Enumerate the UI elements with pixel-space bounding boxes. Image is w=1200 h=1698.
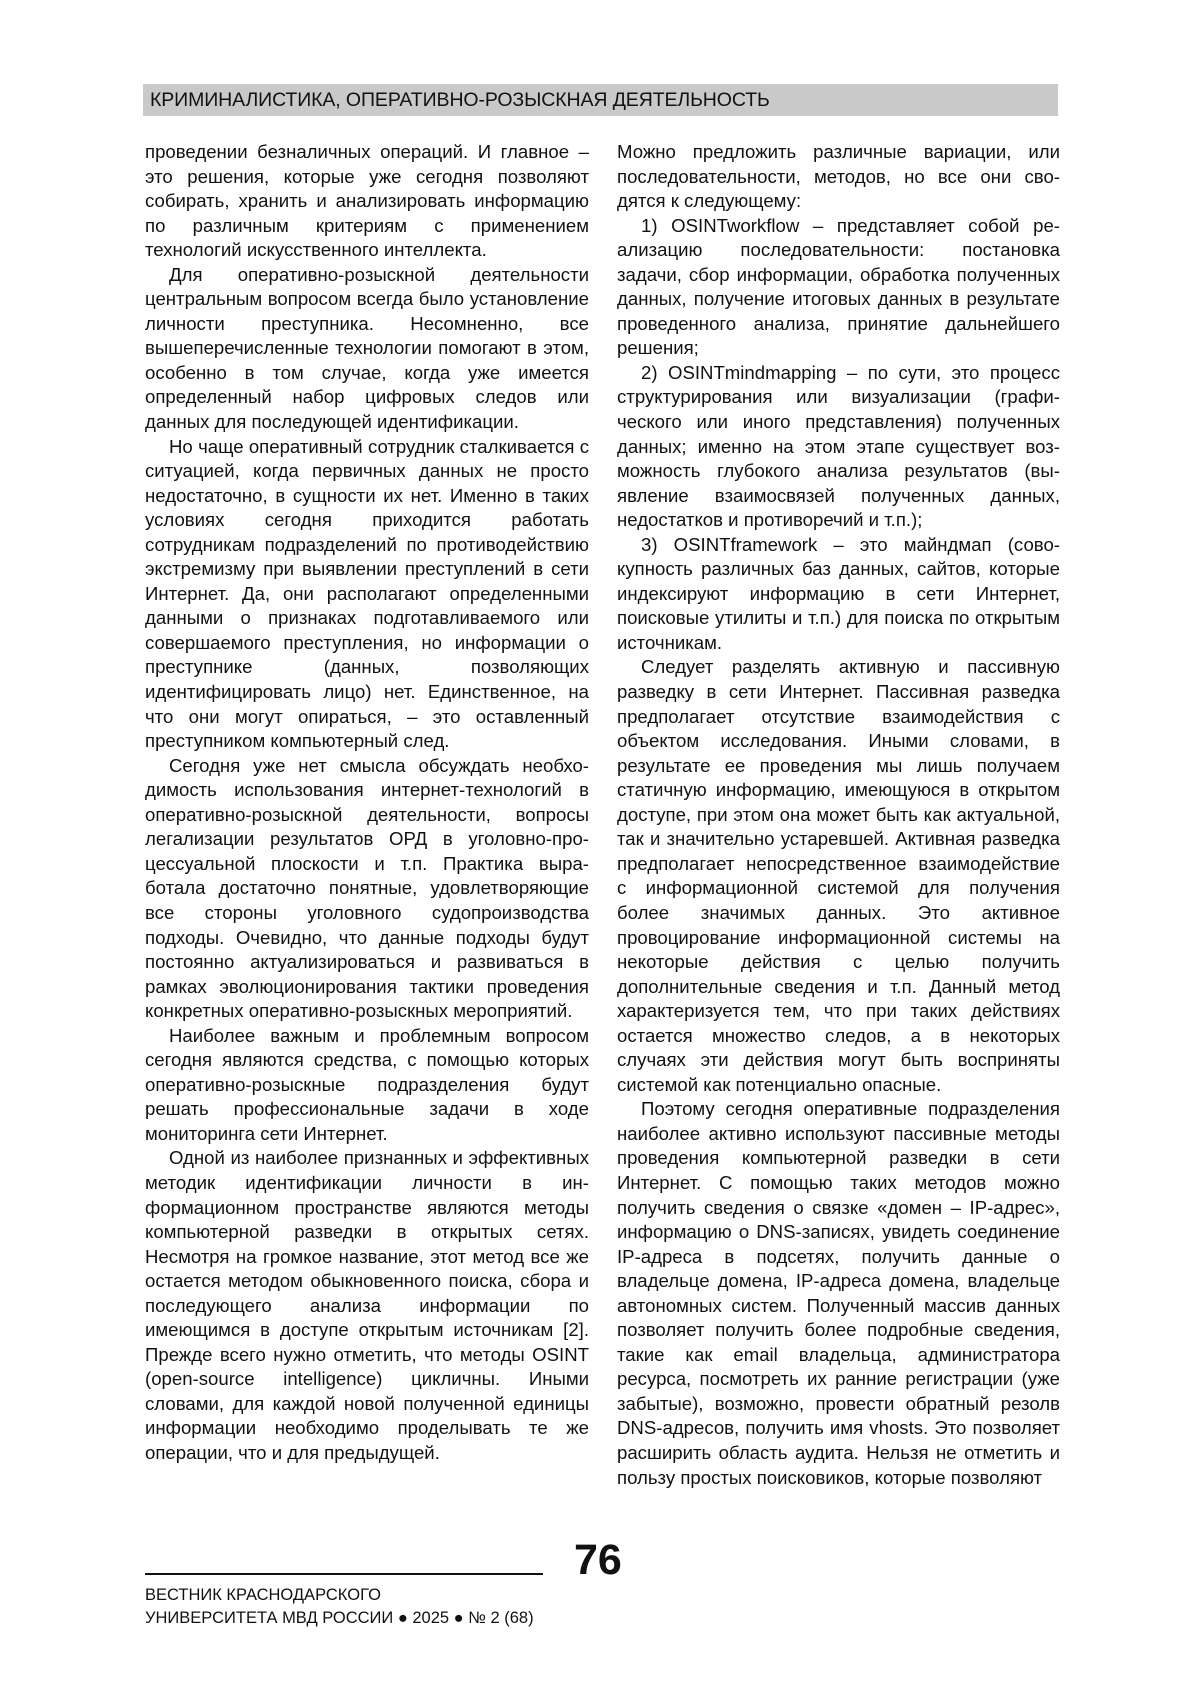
section-title: КРИМИНАЛИСТИКА, ОПЕРАТИВНО-РОЗЫСКНАЯ ДЕЯТЕЛЬНОСТЬ (150, 89, 770, 111)
list-item: 2) OSINTmindmapping – по сути, это процесс структурирования или визуализации (графического или иного представления) полученных данных; именно на этом этапе существует возможность глубокого анализа результатов (выявление взаимосвязей полученных данных, недостатков и противоречий и т.п.); (617, 361, 1060, 531)
paragraph: Для оперативно-розыскной деятельности центральным вопросом всегда было установление личности преступника. Несомненно, все вышеперечисленные технологии помогают в этом, особенно в том случае, когда уже имеется определенный набор цифровых следов или данных для последующей идентификации. (145, 263, 589, 433)
paragraph: проведении безналичных операций. И главное – это решения, которые уже сегодня позволяют собирать, хранить и анализировать информацию по различным критериям с применением технологий искусственного интеллекта. (145, 141, 589, 261)
left-column (145, 140, 589, 1466)
footer-divider (145, 1573, 543, 1575)
paragraph: Но чаще оперативный сотрудник сталкивается с ситуацией, когда первичных данных не просто недостаточно, в сущности их нет. Именно в таких условиях сегодня приходится работать сотрудникам подразделений по противодействию экстремизму при выявлении преступлений в сети Интернет. Да, они располагают определенными данными о признаках подготавливаемого или совершаемого преступления, но информации о преступнике (данных, позволяющих идентифицировать лицо) нет. Единственное, на что они могут опираться, – это оставленный преступником компьютерный след. (145, 435, 589, 752)
paragraph: Можно предложить различные вариации, или последовательности, методов, но все они сводятся к следующему: (617, 141, 1060, 212)
list-item: 1) OSINTworkflow – представляет собой реализацию последовательности: постановка задачи, сбор информации, обработка полученных данных, получение итоговых данных в результате проведенного анализа, принятие дальнейшего решения; (617, 214, 1060, 359)
journal-title (145, 1584, 534, 1630)
page-number: 76 (574, 1536, 622, 1584)
paragraph: Одной из наиболее признанных и эффективных методик идентификации личности в информационном пространстве являются методы компьютерной разведки в открытых сетях. Несмотря на громкое название, этот метод все же остается методом обыкновенного поиска, сбора и последующего анализа информации по имеющимся в доступе открытым источникам [2]. Прежде всего нужно отметить, что методы OSINT (open-source intelligence) цикличны. Иными словами, для каждой новой полученной единицы информации необходимо проделывать те же операции, что и для предыдущей. (145, 1147, 589, 1463)
paragraph: Следует разделять активную и пассивную разведку в сети Интернет. Пассивная разведка предполагает отсутствие взаимодействия с объектом исследования. Иными словами, в результате ее проведения мы лишь получаем статичную информацию, имеющуюся в открытом доступе, при этом она может быть как актуальной, так и значительно устаревшей. Активная разведка предполагает непосредственное взаимодействие с информационной системой для получения более значимых данных. Это активное провоцирование информационной системы на некоторые действия с целью получить дополнительные сведения и т.п. Данный метод характеризуется тем, что при таких действиях остается множество следов, а в некоторых случаях эти действия могут быть восприняты системой как потенциально опасные. (617, 656, 1060, 1095)
journal-issue-line: УНИВЕРСИТЕТА МВД РОССИИ ● 2025 ● № 2 (68) (145, 1609, 534, 1627)
journal-title-line: ВЕСТНИК КРАСНОДАРСКОГО (145, 1586, 381, 1604)
paragraph: Наиболее важным и проблемным вопросом сегодня являются средства, с помощью которых оперативно-розыскные подразделения будут решать профессиональные задачи в ходе мониторинга сети Интернет. (145, 1024, 589, 1144)
paragraph: Сегодня уже нет смысла обсуждать необходимость использования интернет-технологий в оперативно-розыскной деятельности, вопросы легализации результатов ОРД в уголовно-процессуальной плоскости и т.п. Практика выработала достаточно понятные, удовлетворяющие все стороны уголовного судопроизводства подходы. Очевидно, что данные подходы будут постоянно актуализироваться и развиваться в рамках эволюционирования тактики проведения конкретных оперативно-розыскных мероприятий. (145, 754, 589, 1022)
list-item: 3) OSINTframework – это майндмап (совокупность различных баз данных, сайтов, которые индексируют информацию в сети Интернет, поисковые утилиты и т.п.) для поиска по открытым источникам. (617, 533, 1060, 653)
paragraph: Поэтому сегодня оперативные подразделения наиболее активно используют пассивные методы проведения компьютерной разведки в сети Интернет. С помощью таких методов можно получить сведения о связке «домен – IP-адрес», информацию о DNS-записях, увидеть соединение IP-адреса в подсетях, получить данные о владельце домена, IP-адреса домена, владельце автономных систем. Полученный массив данных позволяет получить более подробные сведения, такие как email владельца, администратора ресурса, посмотреть их ранние регистрации (уже забытые), возможно, провести обратный резолв DNS-адресов, получить имя vhosts. Это позволяет расширить область аудита. Нельзя не отметить и пользу простых поисковиков, которые позволяют (617, 1098, 1060, 1488)
right-column (617, 140, 1060, 1490)
